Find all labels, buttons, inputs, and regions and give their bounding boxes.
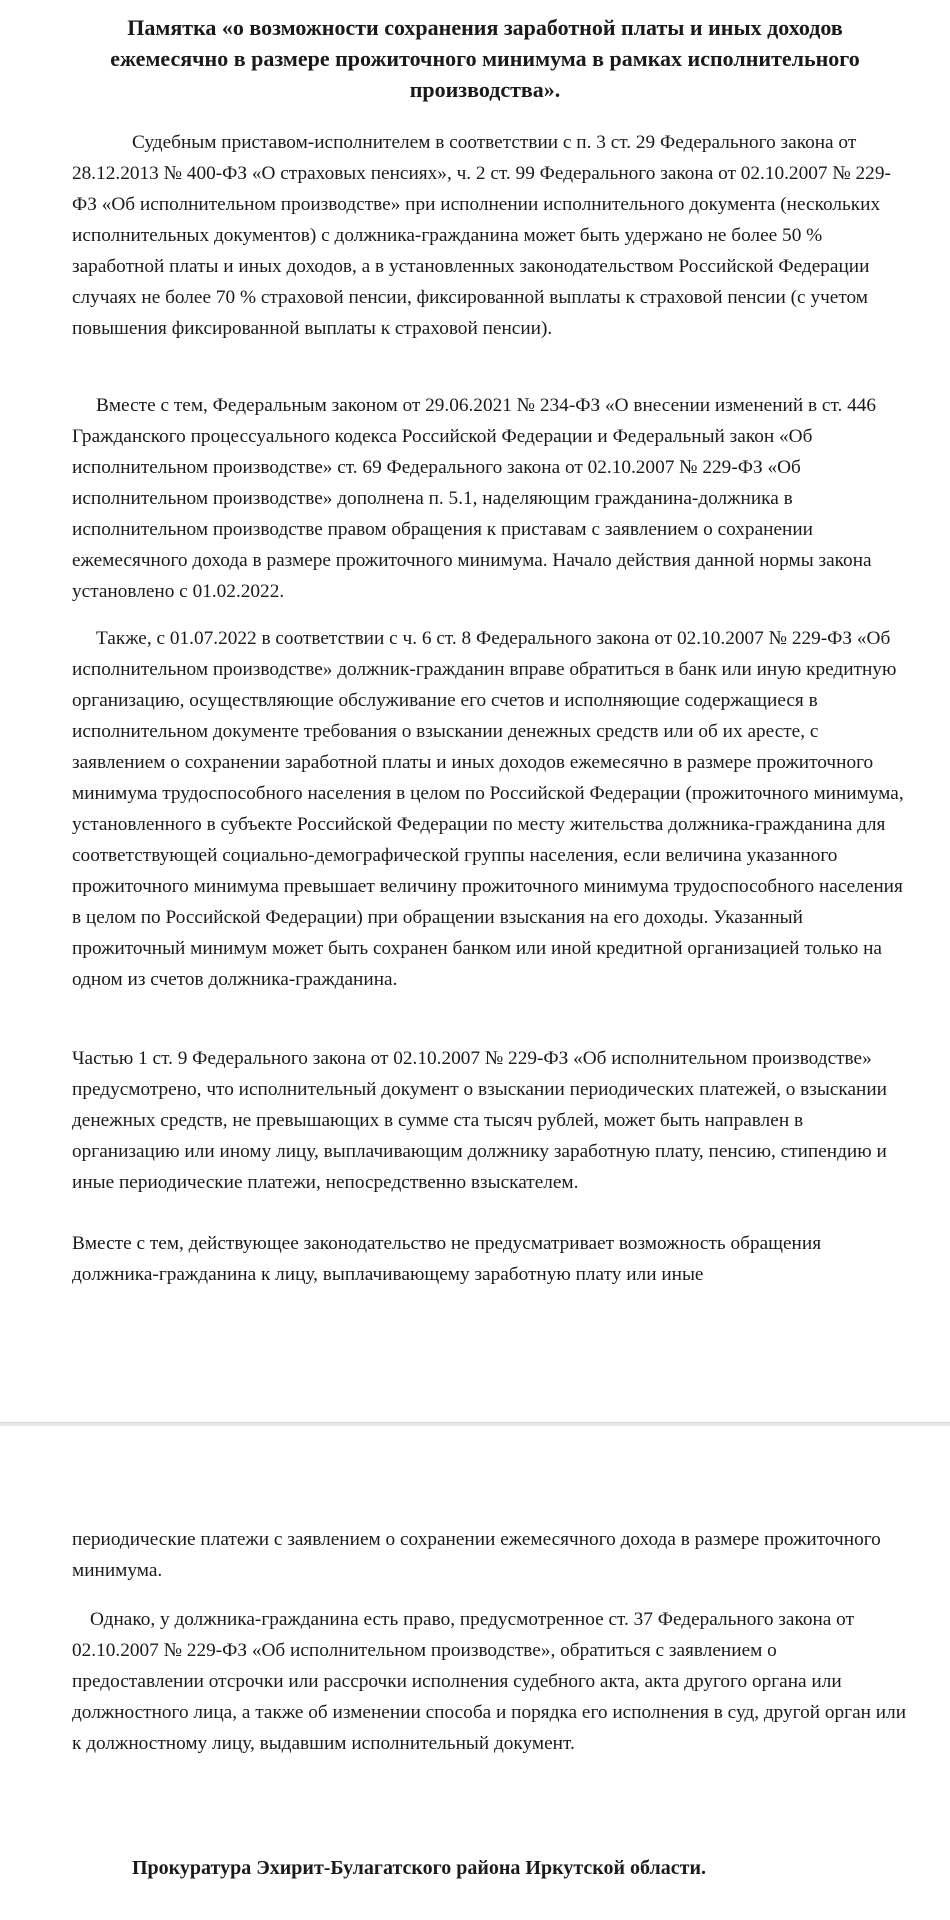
paragraph-3: Также, с 01.07.2022 в соответствии с ч. 6 ст. 8 Федерального закона от 02.10.2007 № 229-ФЗ «Об исполнительном производстве» должник-гражданин вправе обратиться в банк или иную кредитную организацию, осуществляющие обслуживание его счетов и исполняющие содержащиеся в исполнительном документе требования о взыскании денежных средств или об их аресте, с заявлением о сохранении заработной платы и иных доходов ежемесячно в размере прожиточного минимума трудоспособного населения в целом по Российской Федерации (прожиточного минимума, установленного в субъекте Российской Федерации по месту жительства должника-гражданина для соответствующей социально-демографической группы населения, если величина указанного прожиточного минимума превышает величину прожиточного минимума трудоспособного населения в целом по Российской Федерации) при обращении взыскания на его доходы. Указанный прожиточный минимум может быть сохранен банком или иной кредитной организацией только на одном из счетов должника-гражданина.: [72, 628, 904, 990]
paragraph-5-start: Вместе с тем, действующее законодательство не предусматривает возможность обращения должника-гражданина к лицу, выплачивающему заработную плату или иные: [72, 1233, 822, 1285]
paragraph-2: Вместе с тем, Федеральным законом от 29.06.2021 № 234-ФЗ «О внесении изменений в ст. 446 Гражданского процессуального кодекса Российской Федерации и Федеральный закон «Об исполнительном производстве» ст. 69 Федерального закона от 02.10.2007 № 229-ФЗ «Об исполнительном производстве» дополнена п. 5.1, наделяющим гражданина-должника в исполнительном производстве правом обращения к приставам с заявлением о сохранении ежемесячного дохода в размере прожиточного минимума. Начало действия данной нормы закона установлено с 01.02.2022.: [72, 395, 877, 602]
document-page-2: [0, 1426, 950, 1920]
paragraph-1: Судебным приставом-исполнителем в соответствии с п. 3 ст. 29 Федерального закона от 28.12.2013 № 400-ФЗ «О страховых пенсиях», ч. 2 ст. 99 Федерального закона от 02.10.2007 № 229-ФЗ «Об исполнительном производстве» при исполнении исполнительного документа (нескольких исполнительных документов) с должника-гражданина может быть удержано не более 50 % заработной платы и иных доходов, а в установленных законодательством Российской Федерации случаях не более 70 % страховой пенсии, фиксированной выплаты к страховой пенсии (с учетом повышения фиксированной выплаты к страховой пенсии).: [72, 132, 891, 339]
paragraph-5-continued: периодические платежи с заявлением о сохранении ежемесячного дохода в размере прожиточного минимума.: [72, 1529, 881, 1581]
signature-line: Прокуратура Эхирит-Булагатского района Иркутской области.: [132, 1857, 706, 1879]
document-title: Памятка «о возможности сохранения заработной платы и иных доходов ежемесячно в размере прожиточного минимума в рамках исполнительного производства».: [110, 15, 860, 102]
paragraph-6: Однако, у должника-гражданина есть право, предусмотренное ст. 37 Федерального закона от 02.10.2007 № 229-ФЗ «Об исполнительном производстве», обратиться с заявлением о предоставлении отсрочки или рассрочки исполнения судебного акта, акта другого органа или должностного лица, а также об изменении способа и порядка его исполнения в суд, другой орган или к должностному лицу, выдавшим исполнительный документ.: [72, 1609, 907, 1754]
paragraph-4: Частью 1 ст. 9 Федерального закона от 02.10.2007 № 229-ФЗ «Об исполнительном производстве» предусмотрено, что исполнительный документ о взыскании периодических платежей, о взыскании денежных средств, не превышающих в сумме ста тысяч рублей, может быть направлен в организацию или иному лицу, выплачивающим должнику заработную плату, пенсию, стипендию и иные периодические платежи, непосредственно взыскателем.: [72, 1048, 887, 1193]
